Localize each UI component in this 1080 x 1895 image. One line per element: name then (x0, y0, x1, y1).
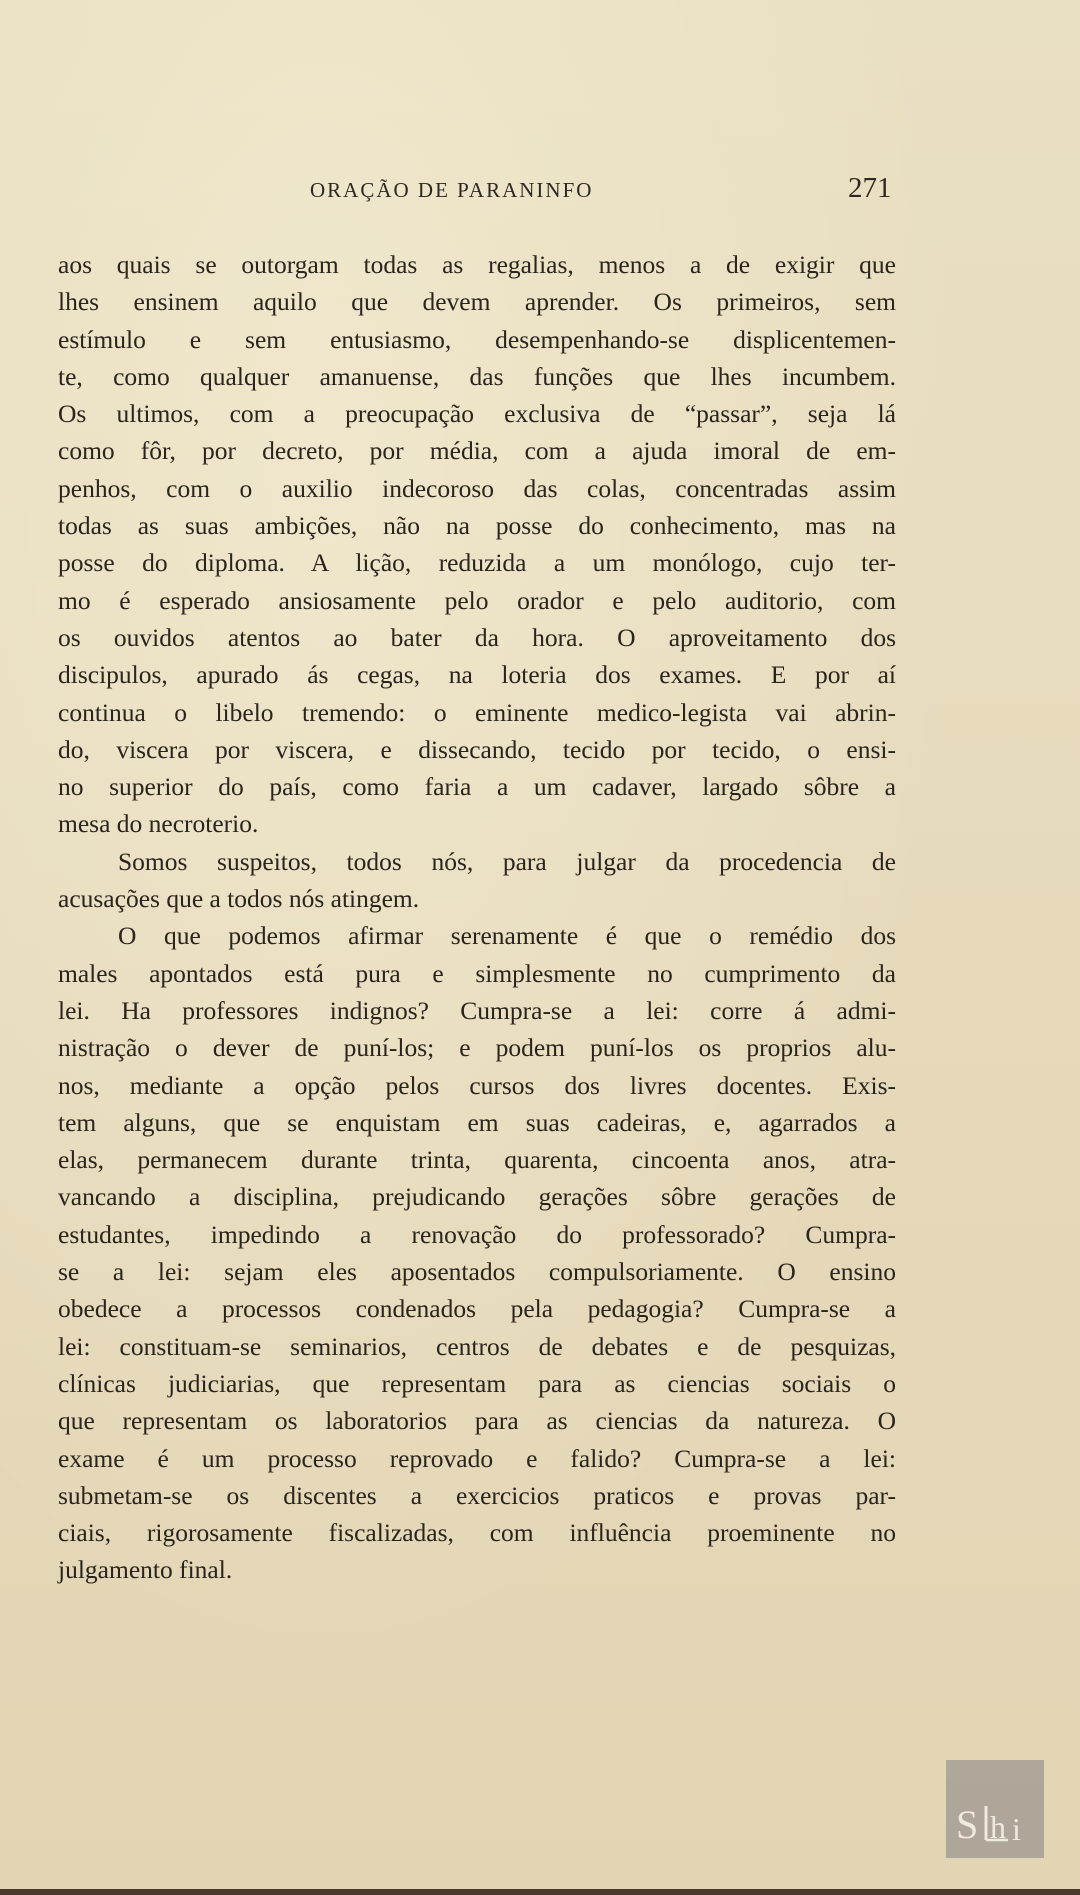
text-line: nos, mediante a opção pelos cursos dos livres docentes. Exis- (58, 1070, 896, 1100)
text-line: continua o libelo tremendo: o eminente medico-legista vai abrin- (58, 697, 896, 727)
text-line: discipulos, apurado ás cegas, na loteria dos exames. E por aí (58, 660, 896, 690)
text-line: penhos, com o auxilio indecoroso das colas, concentradas assim (58, 473, 896, 503)
text-line: submetam-se os discentes a exercicios praticos e provas par- (58, 1480, 896, 1510)
text-line: Os ultimos, com a preocupação exclusiva de “passar”, seja lá (58, 399, 896, 429)
text-line: do, viscera por viscera, e dissecando, tecido por tecido, o ensi- (58, 734, 896, 764)
text-line: vancando a disciplina, prejudicando gerações sôbre gerações de (58, 1182, 896, 1212)
text-line: ciais, rigorosamente fiscalizadas, com influência proeminente no (58, 1518, 896, 1548)
text-line: aos quais se outorgam todas as regalias, menos a de exigir que (58, 250, 896, 279)
text-line: lei. Ha professores indignos? Cumpra-se a lei: corre á admi- (58, 995, 896, 1025)
svg-text:h: h (990, 1809, 1006, 1845)
paragraph (58, 843, 896, 918)
text-line: lhes ensinem aquilo que devem aprender. Os primeiros, sem (58, 287, 896, 317)
paragraph (58, 246, 896, 843)
text-line: O que podemos afirmar serenamente é que o remédio dos (118, 921, 896, 951)
text-line: acusações que a todos nós atingem. (58, 884, 420, 914)
text-line: como fôr, por decreto, por média, com a ajuda imoral de em- (58, 436, 896, 466)
text-line: todas as suas ambições, não na posse do conhecimento, mas na (58, 511, 896, 541)
text-line: que representam os laboratorios para as ciencias da natureza. O (58, 1406, 896, 1436)
page-bottom-edge (0, 1889, 1080, 1895)
text-line: se a lei: sejam eles aposentados compulsoriamente. O ensino (58, 1257, 896, 1287)
body-text (58, 246, 896, 1589)
text-line: os ouvidos atentos ao bater da hora. O aproveitamento dos (58, 622, 896, 652)
paragraph (58, 917, 896, 1588)
text-line: lei: constituam-se seminarios, centros de debates e de pesquizas, (58, 1331, 896, 1361)
text-line: exame é um processo reprovado e falido? Cumpra-se a lei: (58, 1443, 896, 1473)
text-line: no superior do país, como faria a um cadaver, largado sôbre a (58, 772, 896, 802)
library-logo-glyph (946, 1760, 1044, 1858)
text-line: mesa do necroterio. (58, 809, 259, 839)
text-line: elas, permanecem durante trinta, quarenta, cincoenta anos, atra- (58, 1145, 896, 1175)
text-line: posse do diploma. A lição, reduzida a um monólogo, cujo ter- (58, 548, 896, 578)
text-line: clínicas judiciarias, que representam para as ciencias sociais o (58, 1368, 896, 1398)
text-line: obedece a processos condenados pela pedagogia? Cumpra-se a (58, 1294, 896, 1324)
page-number: 271 (848, 172, 892, 204)
text-line: Somos suspeitos, todos nós, para julgar da procedencia de (118, 846, 896, 876)
text-line: julgamento final. (58, 1555, 233, 1585)
logo-text: S (956, 1802, 979, 1847)
library-logo-icon (946, 1760, 1044, 1858)
text-line: males apontados está pura e simplesmente no cumprimento da (58, 958, 896, 988)
running-title: ORAÇÃO DE PARANINFO (310, 178, 594, 202)
text-line: tem alguns, que se enquistam em suas cadeiras, e, agarrados a (58, 1107, 896, 1137)
text-line: nistração o dever de puní-los; e podem puní-los os proprios alu- (58, 1033, 896, 1063)
svg-text:i: i (1012, 1811, 1021, 1847)
text-line: estudantes, impedindo a renovação do professorado? Cumpra- (58, 1219, 896, 1249)
text-line: mo é esperado ansiosamente pelo orador e pelo auditorio, com (58, 585, 896, 615)
text-line: te, como qualquer amanuense, das funções que lhes incumbem. (58, 361, 896, 391)
text-line: estímulo e sem entusiasmo, desempenhando-se displicentemen- (58, 324, 896, 354)
